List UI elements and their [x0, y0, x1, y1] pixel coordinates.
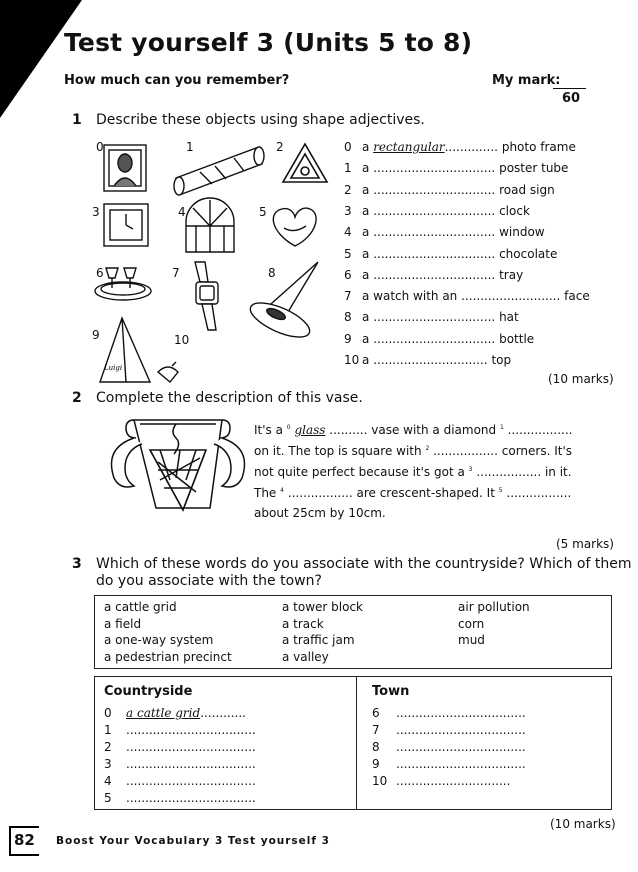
item-noun: clock	[499, 203, 530, 218]
answer-blank[interactable]: ............	[200, 706, 246, 720]
answer-blank[interactable]: ..................................	[126, 791, 256, 805]
answer-blank[interactable]: ..................................	[126, 740, 256, 754]
picture-number: 7	[172, 266, 180, 280]
countryside-answer[interactable]	[126, 791, 256, 805]
item-number: 6	[344, 267, 352, 282]
item-noun: top	[491, 353, 512, 367]
picture-number: 6	[96, 266, 104, 280]
word-item: a valley	[282, 649, 329, 664]
town-heading: Town	[372, 684, 410, 699]
answer-blank[interactable]: ..................................	[396, 706, 526, 720]
q2-text[interactable]: ................. are crescent-shaped. It	[287, 486, 495, 500]
item-number: 7	[344, 289, 352, 304]
answer-blank[interactable]: ..................................	[126, 757, 256, 771]
word-item: a traffic jam	[282, 633, 355, 647]
word-item: corn	[458, 616, 485, 631]
row-number: 2	[104, 740, 112, 754]
row-number: 5	[104, 791, 112, 805]
picture-number: 5	[259, 205, 267, 219]
answer-blank[interactable]: ..................................	[396, 757, 526, 771]
q2-text: about 25cm by 10cm.	[254, 506, 386, 520]
item-prefix: a	[362, 140, 370, 154]
item-prefix: a	[362, 353, 370, 367]
item-number: 1	[344, 161, 352, 176]
mark-total: 60	[562, 91, 581, 106]
word-item: a cattle grid	[104, 600, 177, 614]
q2-line	[254, 486, 571, 500]
picture-number: 9	[92, 328, 100, 342]
q3-marks: (10 marks)	[550, 817, 616, 831]
countryside-answer[interactable]	[126, 757, 256, 771]
answer-blank[interactable]: ................................	[373, 267, 496, 282]
item-number: 3	[344, 203, 352, 218]
item-noun: hat	[499, 310, 519, 325]
footnote-marker: 4	[280, 487, 284, 494]
word-item: a pedestrian precinct	[104, 649, 232, 664]
q2-line	[254, 506, 386, 520]
row-number: 1	[104, 723, 112, 737]
item-noun: window	[499, 225, 545, 240]
item-prefix: a watch with an	[362, 289, 458, 304]
word-item: a tower block	[282, 600, 363, 614]
row-number: 4	[104, 774, 112, 788]
answer-blank[interactable]: ..................................	[126, 774, 256, 788]
answer-blank[interactable]: .................	[507, 423, 573, 437]
countryside-answer[interactable]	[126, 723, 256, 737]
picture-number: 10	[174, 333, 190, 347]
row-number: 9	[372, 757, 380, 771]
item-number: 5	[344, 246, 352, 261]
answer-blank[interactable]: ..................................	[396, 723, 526, 737]
q2-text: The	[254, 486, 277, 500]
picture-number: 1	[186, 140, 194, 154]
answer-blank[interactable]: ..................................	[396, 740, 526, 754]
footnote-marker: 3	[468, 466, 473, 473]
item-prefix: a	[362, 246, 370, 261]
q1-number: 1	[72, 112, 82, 128]
item-prefix: a	[362, 310, 370, 325]
item-noun: tray	[499, 267, 524, 282]
answer-blank[interactable]: ................................	[373, 310, 496, 325]
word-item: a track	[282, 616, 324, 631]
footer-text: Boost Your Vocabulary 3 Test yourself 3	[56, 835, 330, 847]
q2-text[interactable]: .......... vase with a diamond	[329, 423, 497, 437]
item-prefix: a	[362, 161, 370, 176]
row-number: 7	[372, 723, 380, 737]
item-prefix: a	[362, 203, 370, 218]
picture-number: 2	[276, 140, 284, 154]
item-answer: rectangular	[373, 140, 445, 154]
footnote-marker: 5	[498, 487, 503, 494]
q2-line	[254, 423, 573, 437]
q2-text: not quite perfect because it's got a	[254, 465, 465, 479]
q2-answer: glass	[294, 423, 326, 437]
item-number: 2	[344, 182, 352, 197]
answer-blank[interactable]: ..............................	[373, 353, 488, 367]
answer-blank[interactable]: ..............................	[396, 774, 511, 788]
answer-blank[interactable]: ..................................	[126, 723, 256, 737]
answer-blank[interactable]: ................................	[373, 182, 496, 197]
item-prefix: a	[362, 182, 370, 197]
q2-text: on it. The top is square with	[254, 444, 422, 458]
word-item: mud	[458, 633, 485, 647]
footnote-marker: 0	[286, 424, 291, 431]
answer-blank[interactable]: ..........................	[461, 289, 561, 304]
page-title: Test yourself 3 (Units 5 to 8)	[64, 28, 473, 57]
item-number: 0	[344, 140, 352, 154]
row-number: 3	[104, 757, 112, 771]
answer-blank[interactable]: ..............	[444, 140, 498, 154]
answer-blank[interactable]: ................................	[373, 331, 496, 346]
answer-blank[interactable]: ................................	[373, 225, 496, 240]
q2-instruction: Complete the description of this vase.	[96, 390, 363, 406]
q2-marks: (5 marks)	[556, 537, 614, 551]
word-item: a field	[104, 616, 142, 631]
q2-number: 2	[72, 390, 82, 406]
table-divider	[356, 676, 357, 810]
answer-blank[interactable]: ................................	[373, 161, 496, 176]
page-subtitle: How much can you remember?	[64, 73, 290, 88]
item-prefix: a	[362, 225, 370, 240]
q3-instruction-line1: Which of these words do you associate with the countryside? Which of them	[96, 556, 632, 572]
q2-text[interactable]: ................. corners. It's	[433, 444, 573, 458]
item-noun: bottle	[499, 331, 535, 346]
countryside-answer[interactable]	[126, 774, 256, 788]
q3-instruction-line2: do you associate with the town?	[96, 573, 322, 589]
item-noun: poster tube	[499, 161, 569, 176]
vase-icon	[112, 420, 245, 510]
item-noun: face	[564, 289, 590, 304]
countryside-heading: Countryside	[104, 684, 193, 699]
countryside-answer[interactable]	[126, 706, 246, 720]
row-number: 6	[372, 706, 380, 720]
q2-text[interactable]: ................. in it.	[476, 465, 572, 479]
word-item: air pollution	[458, 600, 530, 614]
picture-number: 3	[92, 205, 100, 219]
page-number: 82	[14, 831, 35, 849]
row-number: 8	[372, 740, 380, 754]
mark-label: My mark:	[492, 73, 561, 88]
item-prefix: a	[362, 331, 370, 346]
q2-line	[254, 465, 572, 479]
row-number: 10	[372, 774, 388, 788]
picture-number: 0	[96, 140, 104, 154]
q2-text: It's a	[254, 423, 283, 437]
q2-line	[254, 444, 572, 458]
item-number: 4	[344, 225, 352, 240]
item-number: 8	[344, 310, 352, 325]
footnote-marker: 1	[499, 424, 504, 431]
item-number: 10	[344, 353, 360, 367]
answer-text: a cattle grid	[126, 706, 201, 720]
item-prefix: a	[362, 267, 370, 282]
countryside-answer[interactable]	[126, 740, 256, 754]
item-noun: chocolate	[499, 246, 558, 261]
answer-blank[interactable]: .................	[506, 486, 572, 500]
picture-number: 4	[178, 205, 186, 219]
footnote-marker: 2	[425, 445, 430, 452]
item-noun: road sign	[499, 182, 555, 197]
bottle-label: Luigi	[104, 364, 123, 372]
row-number: 0	[104, 706, 112, 720]
q3-number: 3	[72, 556, 82, 572]
q1-instruction: Describe these objects using shape adjectives.	[96, 112, 425, 128]
item-number: 9	[344, 331, 352, 346]
answer-blank[interactable]: ................................	[373, 203, 496, 218]
answer-blank[interactable]: ................................	[373, 246, 496, 261]
q1-marks: (10 marks)	[548, 372, 614, 386]
item-noun: photo frame	[501, 140, 576, 154]
word-item: a one-way system	[104, 633, 214, 647]
picture-number: 8	[268, 266, 276, 280]
